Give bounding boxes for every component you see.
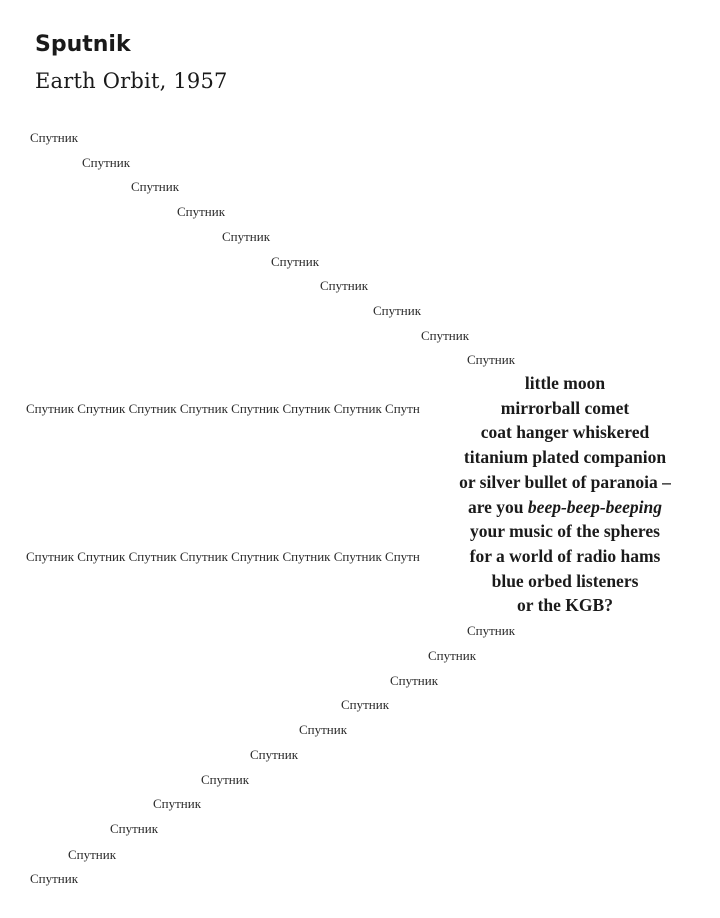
poem-line: or the KGB? [517,595,613,616]
poem-line: mirrorball comet [500,397,630,418]
orbit-word: Спутник [467,623,516,638]
orbit-word: Спутник [110,821,159,836]
poem-line: your music of the spheres [470,521,660,542]
orbit-word: Спутник [222,229,271,244]
orbit-word: Спутник [250,747,299,762]
orbit-word: Спутник [467,352,516,367]
orbit-word: Спутник [201,772,250,787]
orbit-word: Спутник [68,847,117,862]
orbit-word: Спутник [390,673,439,688]
orbit-word: Спутник [299,722,348,737]
poem-line: or silver bullet of paranoia – [459,471,671,492]
poem-title: Sputnik [35,32,131,57]
poem-subtitle: Earth Orbit, 1957 [35,69,228,93]
orbit-line-lower: Спутник Спутник Спутник Спутник Спутник Спутник Спутник Спутн [26,549,420,564]
poem-line [445,495,685,520]
orbit-word: Спутник [131,179,180,194]
orbit-word: Спутник [373,303,422,318]
poem-italic-text: beep-beep-beeping [527,496,663,517]
poem-body [445,371,685,618]
orbit-word: Спутник [30,130,79,145]
poem-line: titanium plated companion [463,447,667,468]
orbit-word: Спутник [421,328,470,343]
poem-line-text: are you [467,496,528,517]
orbit-word: Спутник [30,871,79,886]
poem-line: coat hanger whiskered [480,422,650,443]
poem-line: blue orbed listeners [491,570,639,591]
orbit-word: Спутник [177,204,226,219]
poem-line: little moon [524,373,606,393]
orbit-word: Спутник [82,155,131,170]
orbit-word: Спутник [153,796,202,811]
orbit-word: Спутник [271,254,320,269]
poem-line: for a world of radio hams [469,545,661,566]
orbit-line-upper: Спутник Спутник Спутник Спутник Спутник Спутник Спутник Спутн [26,401,420,416]
orbit-word: Спутник [320,278,369,293]
orbit-word: Спутник [341,697,390,712]
orbit-word: Спутник [428,648,477,663]
